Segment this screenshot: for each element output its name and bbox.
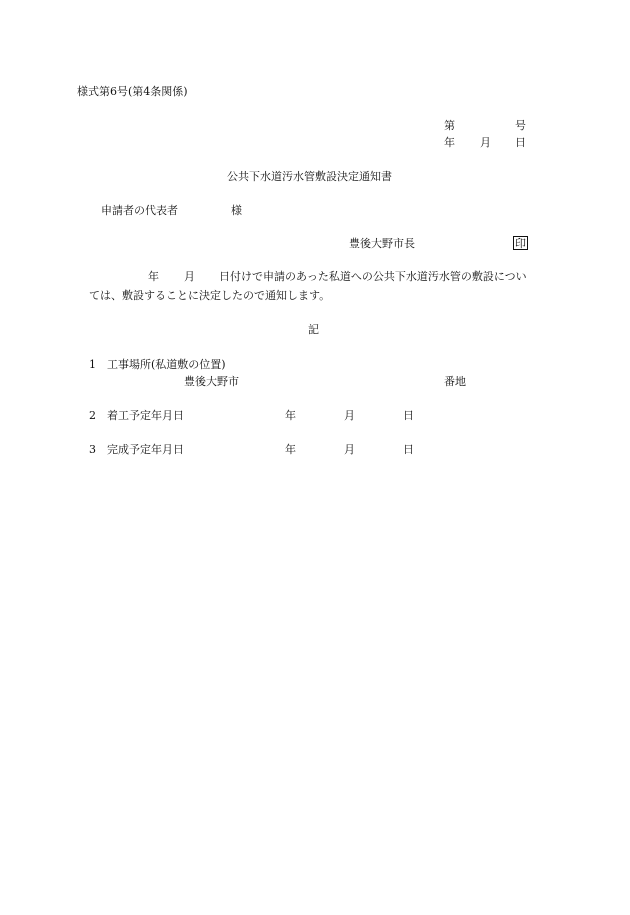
item-2-label: 着工予定年月日 — [107, 409, 184, 422]
body-month: 月 — [184, 270, 195, 283]
seal-mark — [513, 236, 528, 250]
doc-number-dai: 第 — [444, 119, 455, 132]
item-2-number: 2 — [89, 409, 96, 422]
form-label: 様式第6号(第4条関係) — [77, 85, 188, 98]
body-line2: ては、敷設することに決定したので通知します。 — [89, 289, 331, 302]
doc-date-month: 月 — [480, 136, 491, 149]
doc-date-year: 年 — [444, 136, 455, 149]
doc-date-day: 日 — [515, 136, 526, 149]
seal-text: 印 — [515, 237, 526, 250]
item-3-month: 月 — [344, 443, 355, 456]
document-title: 公共下水道汚水管敷設決定通知書 — [227, 170, 392, 183]
addressee-honorific: 様 — [231, 204, 242, 217]
addressee-label: 申請者の代表者 — [101, 204, 178, 217]
body-line1: 日付けで申請のあった私道への公共下水道汚水管の敷設につい — [219, 270, 527, 283]
item-1-label: 工事場所(私道敷の位置) — [107, 358, 226, 371]
item-2-month: 月 — [344, 409, 355, 422]
item-2-day: 日 — [403, 409, 414, 422]
item-2-year: 年 — [285, 409, 296, 422]
doc-number-go: 号 — [515, 119, 526, 132]
item-3-day: 日 — [403, 443, 414, 456]
ki-heading: 記 — [308, 323, 319, 336]
item-1-number: 1 — [89, 358, 96, 371]
item-3-number: 3 — [89, 443, 96, 456]
body-year: 年 — [148, 270, 159, 283]
issuer-name: 豊後大野市長 — [349, 237, 415, 250]
item-3-year: 年 — [285, 443, 296, 456]
item-1-banchi: 番地 — [444, 375, 466, 388]
item-3-label: 完成予定年月日 — [107, 443, 184, 456]
item-1-city: 豊後大野市 — [184, 375, 239, 388]
